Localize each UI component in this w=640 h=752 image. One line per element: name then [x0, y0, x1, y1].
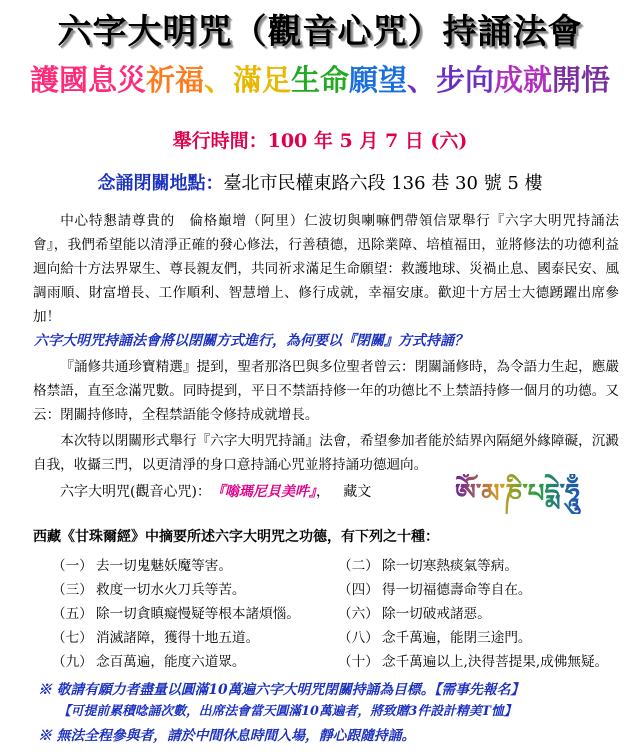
merit-text: 消滅諸障，獲得十地五道。 — [96, 630, 260, 646]
slogan-segment: 願望 — [349, 63, 408, 97]
mantra-label: 六字大明咒(觀音心咒)： — [60, 484, 211, 500]
merit-number: （十） — [338, 654, 379, 670]
merit-number: （一） — [52, 558, 93, 574]
mantra-chinese: 『嗡瑪尼貝美吽』 — [210, 484, 316, 500]
event-location — [0, 169, 640, 195]
merit-number: （六） — [338, 606, 379, 622]
merit-item — [52, 650, 246, 670]
merit-item — [338, 650, 608, 670]
date-label: 舉行時間： — [172, 130, 268, 152]
slogan-segment: 、步向 — [407, 63, 495, 97]
merit-item — [52, 602, 300, 622]
retreat-format-paragraph: 本次特以閉關形式舉行『六字大明咒持誦』法會，希望參加者能於結界內隔絕外緣障礙，沉澱自我，收攝三門，以更清淨的身口意持誦心咒並將持誦功德迴向。 — [33, 433, 619, 473]
merit-text: 念千萬遍，能閉三途門。 — [382, 630, 532, 646]
merit-text: 念千萬遍以上,決得菩提果,成佛無疑。 — [382, 654, 609, 670]
slogan-segment: 祈福 — [145, 63, 204, 97]
location-value: 臺北市民權東路六段 136 巷 30 號 5 樓 — [223, 173, 543, 194]
merit-item — [52, 626, 259, 646]
merit-number: （五） — [52, 606, 93, 622]
merit-number: （二） — [338, 558, 379, 574]
merit-number: （三） — [52, 582, 93, 598]
merit-item — [52, 554, 232, 574]
merit-number: （八） — [338, 630, 379, 646]
slogan-segment: 生命 — [290, 63, 349, 97]
note-partial-attendance: ※ 無法全程參與者，請於中間休息時間入場，靜心跟隨持誦。 — [38, 728, 416, 744]
merit-text: 念百萬遍，能度六道眾。 — [96, 654, 246, 670]
note-tshirt: 【可提前累積唸誦次數，出席法會當天圓滿10萬遍者，將致贈3件設計精美T恤】 — [58, 704, 517, 719]
page-title: 六字大明咒（觀音心咒）持誦法會 — [57, 12, 583, 52]
merit-text: 除一切貪瞋癡慢疑等根本諸煩惱。 — [96, 606, 300, 622]
event-date — [0, 126, 640, 153]
merit-item — [338, 626, 532, 646]
slogan-banner — [0, 58, 640, 99]
tibetan-mantra-script — [453, 474, 637, 514]
intro-paragraph: 中心特懇請尊貴的 倫格巔增（阿里）仁波切與喇嘛們帶領信眾舉行『六字大明咒持誦法會』，我們希望能以清淨正確的發心修法，行善積德，迅除業障、培植福田，並將修法的功德利益迴向給十方法界眾生、尊長親友們，共同祈求滿足生命願望：救護地球、災禍止息、國泰民安、風調雨順、財富增長、工作順利、智慧增上、修行成就，幸福安康。歡迎十方居士大德踴躍出席參加！ — [33, 213, 619, 325]
merit-text: 除一切破戒諸惡。 — [382, 606, 491, 622]
note-registration: ※ 敬請有願力者盡量以圓滿10萬遍六字大明咒閉關持誦為目標。【需事先報名】 — [38, 682, 525, 698]
merit-text: 得一切福德壽命等自在。 — [382, 582, 532, 598]
merit-text: 除一切寒熱痰氣等病。 — [382, 558, 518, 574]
tibetan-label: 藏文 — [343, 484, 372, 500]
slogan-segment: 開悟 — [552, 63, 611, 97]
location-label: 念誦閉關地點： — [97, 173, 224, 194]
retreat-explanation-paragraph: 『誦修共通珍寶精選』提到，聖者那洛巴與多位聖者曾云：閉關誦修時，為令語力生起，應嚴格禁語，直至念滿咒數。同時提到，平日不禁語持修一年的功德比不上禁語持修一個月的功德。又云：閉關持修時，全程禁語能令修持成就增長。 — [33, 359, 619, 423]
retreat-question: 六字大明咒持誦法會將以閉關方式進行，為何要以『閉關』方式持誦？ — [34, 333, 468, 349]
merit-text: 救度一切水火刀兵等苦。 — [96, 582, 246, 598]
merit-item — [52, 578, 246, 598]
merit-text: 去一切鬼魅妖魔等害。 — [96, 558, 232, 574]
merit-item — [338, 602, 491, 622]
date-value: 100 年 5 月 7 日 (六) — [267, 130, 468, 152]
merit-number: （七） — [52, 630, 93, 646]
merit-item — [338, 554, 518, 574]
mantra-row: 六字大明咒(觀音心咒)：『嗡瑪尼貝美吽』， 藏文 — [60, 484, 372, 500]
merits-heading: 西藏《甘珠爾經》中摘要所述六字大明咒之功德，有下列之十種： — [33, 529, 439, 545]
merit-item — [338, 578, 532, 598]
slogan-segment: 護國息災 — [29, 63, 146, 97]
merit-number: （九） — [52, 654, 93, 670]
merit-number: （四） — [338, 582, 379, 598]
tibetan-text: ཨོཾ་མ་ཎི་པདྨེ་ཧཱུྃ — [455, 479, 580, 509]
slogan-segment: 成就 — [494, 63, 553, 97]
slogan-segment: 、滿足 — [203, 63, 291, 97]
